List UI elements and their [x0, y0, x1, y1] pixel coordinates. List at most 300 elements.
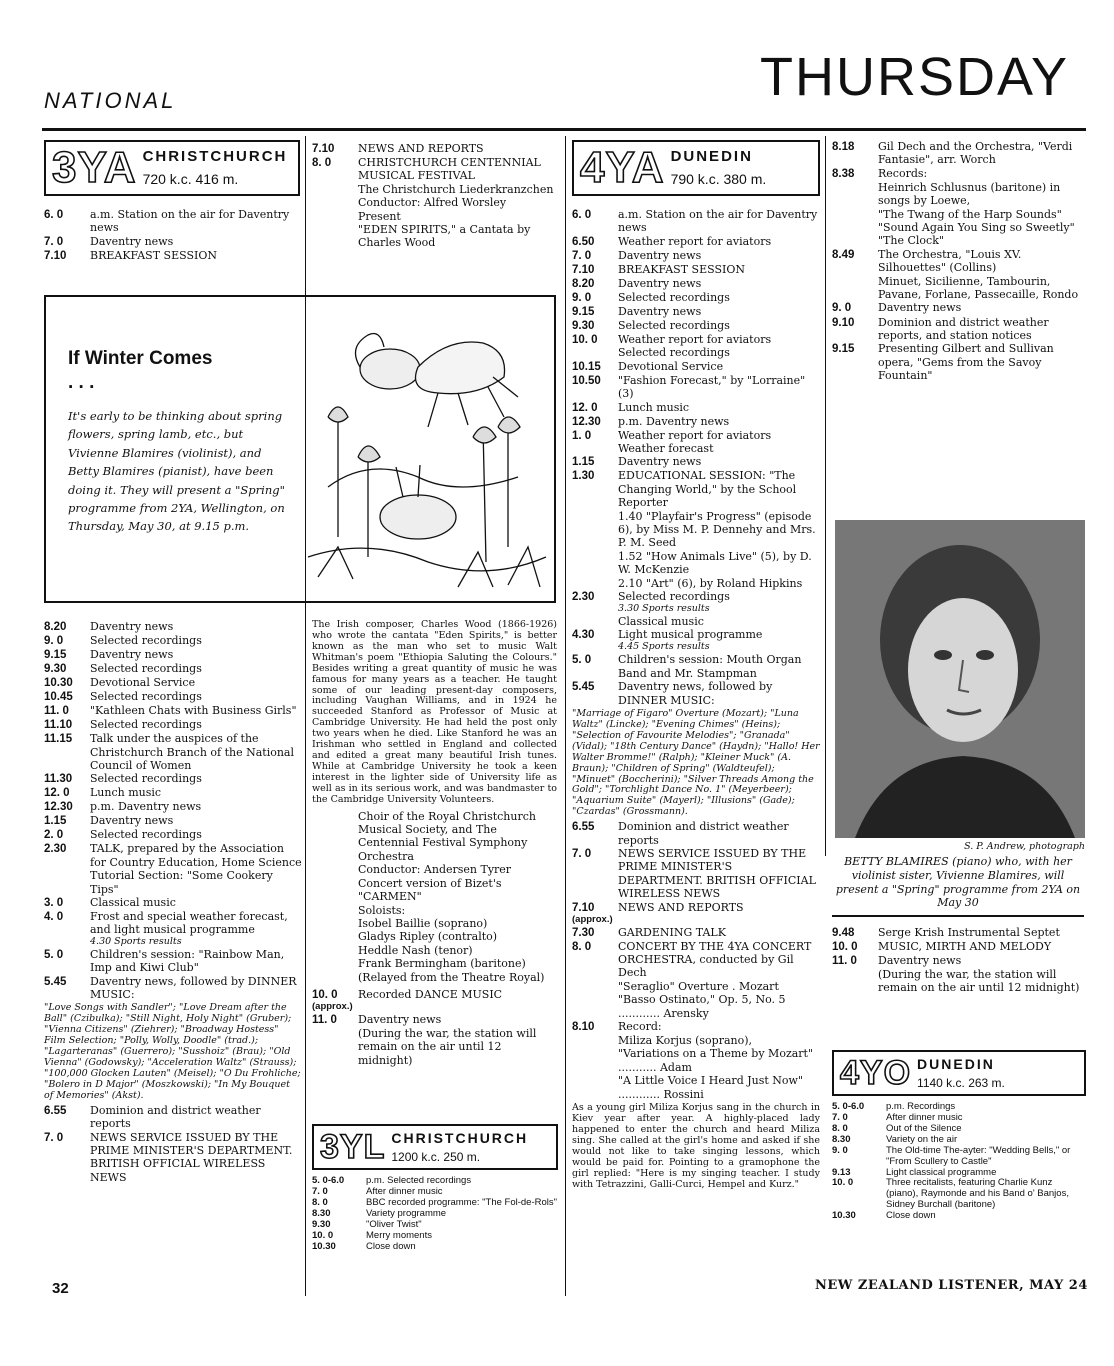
entry-time: 2.30 [44, 843, 67, 856]
dinner-music-list: "Marriage of Figaro" Overture (Mozart); "Luna Waltz" (Lincke); "Evening Chimes" (Heins); "Selection of Favourite Melodies"; "Granada" (Vidal); "18th Century Dance" (Haydn); "Hallo! Her Walter Bromme!" (Ralph); "Kleiner Muck" (A. Braun); "Children of Spring" (Waldteufel); "Minuet" (Boccherini); "Silver Threads Among the Gold"; "Torchlight Dance No. 1" (Meyerbeer); "Aquarium Suite" (Mayerl); "Illusions" (Gade); "Czardas" (Grossmann). [572, 707, 820, 818]
entry-time: 7. 0 [572, 249, 592, 262]
entry-time: 9. 0 [44, 635, 64, 648]
korjus-story: As a young girl Miliza Korjus sang in the church in Kiev year after year. A highly-placed lady happened to enter the church and heard Miliza sing. She called at the girl's home and asked if she would not like to take singing lessons, which would be paid for. Pointing to a gramophone the girl replied: "Here is my singing teacher. I study with Tetrazzini, Galli-Curci, Hempel and Kurz." [572, 1102, 820, 1190]
entry-description: Children's session: "Rainbow Man, Imp and Kiwi Club" [90, 947, 285, 975]
schedule-col4-late [832, 926, 1084, 995]
entry-time: 8.30 [832, 1133, 851, 1145]
schedule-entry [572, 277, 820, 291]
schedule-entry [832, 316, 1084, 343]
entry-time: 1.15 [572, 456, 595, 469]
text-line: "Variations on a Theme by Mozart" ........... Adam [618, 1047, 814, 1074]
schedule-entry [832, 342, 1084, 382]
entry-time: 2.30 [572, 591, 595, 604]
schedule-entry [312, 156, 557, 183]
schedule-entry [572, 235, 820, 249]
schedule-entry [44, 975, 302, 1002]
schedule-col4 [832, 140, 1084, 383]
entry-description: Daventry news, followed by DINNER MUSIC: [90, 974, 297, 1002]
feature-box [44, 295, 556, 603]
schedule-entry [44, 828, 302, 842]
schedule-entry [572, 429, 820, 456]
text-line: "Basso Ostinato," Op. 5, No. 5 ............ Arensky [618, 993, 786, 1020]
entry-time: 12. 0 [44, 787, 70, 800]
schedule-entry [44, 772, 302, 786]
entry-description: NEWS AND REPORTS [618, 900, 744, 914]
station-3ya [44, 140, 300, 263]
entry-time: 6.55 [572, 821, 595, 834]
entry-description: Dominion and district weather reports [90, 1103, 261, 1131]
entry-time: 7.10 [572, 901, 595, 914]
text-line: "The Twang of the Harp Sounds" [878, 207, 1062, 221]
entry-description: Weather report for aviators [618, 234, 772, 248]
schedule-entry [312, 1231, 558, 1242]
entry-time: 7.10 [44, 249, 67, 262]
schedule-list [44, 620, 302, 937]
entry-description: The Orchestra, "Louis XV. Silhouettes" (Collins) [878, 247, 1022, 275]
schedule-entry [312, 1242, 558, 1253]
entry-time: 10. 0 [572, 333, 598, 346]
schedule-entry [44, 732, 302, 772]
entry-description: Lunch music [618, 400, 690, 414]
schedule-entry [832, 1178, 1086, 1211]
schedule-entry [44, 1131, 302, 1185]
entry-description: Selected recordings [618, 290, 730, 304]
entry-time: 9.10 [832, 316, 855, 329]
entry-time: 8.20 [44, 621, 67, 633]
entry-description: "Oliver Twist" [366, 1218, 422, 1230]
entry-description: Serge Krish Instrumental Septet [878, 926, 1060, 939]
station-frequency: 720 k.c. 416 m. [142, 170, 239, 187]
entry-description: Frost and special weather forecast, and light musical programme [90, 910, 288, 937]
station-banner-4yo [832, 1050, 1086, 1096]
entry-time: 9.48 [832, 927, 855, 939]
entry-description: Weather report for aviators Weather forecast [618, 428, 772, 455]
schedule-entry [44, 235, 300, 249]
entry-description: MUSIC, MIRTH AND MELODY [878, 940, 1052, 954]
station-3yl [312, 1124, 558, 1252]
entry-description: Devotional Service [618, 359, 724, 373]
concert-items [572, 980, 820, 1020]
entry-description: Variety programme [366, 1207, 447, 1219]
entry-time: 9.30 [312, 1218, 331, 1230]
text-line: 1.52 "How Animals Live" (5), by D. W. McKenzie [618, 549, 812, 577]
entry-time: 1. 0 [572, 429, 592, 442]
sports-note: 3.30 Sports results [618, 603, 710, 615]
classical-note: Classical music [618, 615, 704, 629]
schedule-list [572, 653, 820, 707]
entry-description: Daventry news [90, 814, 174, 828]
schedule-list [832, 301, 1084, 382]
text-line: Conductor: Alfred Worsley [358, 196, 507, 210]
schedule-entry [572, 940, 820, 980]
schedule-entry [832, 1211, 1086, 1222]
schedule-entry [572, 680, 820, 707]
text-line: Conductor: Andersen Tyrer [358, 863, 512, 877]
sports-note: 4.30 Sports results [90, 935, 182, 947]
entry-time: 4. 0 [44, 911, 64, 924]
entry-time: 8. 0 [572, 940, 592, 953]
schedule-entry [44, 249, 300, 263]
entry-description: a.m. Station on the air for Daventry news [90, 208, 290, 235]
entry-description: TALK, prepared by the Association for Country Education, Home Science Tutorial Section: "Some Cookery Tips" [90, 842, 302, 896]
schedule-entry [312, 1220, 558, 1231]
entry-description: Daventry news [618, 455, 702, 469]
entry-description: Devotional Service [90, 676, 196, 690]
entry-time: 10.15 [572, 360, 601, 373]
text-line: "A Little Voice I Heard Just Now" ............ Rossini [618, 1074, 804, 1101]
entry-time: 1.15 [44, 815, 67, 828]
section-rule [832, 915, 1084, 917]
entry-time: 3. 0 [44, 897, 64, 910]
schedule-entry [44, 948, 302, 975]
text-line: "The Clock" [878, 234, 944, 248]
schedule-list [44, 948, 302, 1002]
entry-time: 6. 0 [44, 209, 64, 221]
schedule-entry [572, 291, 820, 305]
entry-time: 5. 0-6.0 [832, 1101, 865, 1112]
schedule-entry [44, 786, 302, 800]
sports-note: 4.45 Sports results [618, 641, 710, 653]
feature-title: If Winter Comes . . . [68, 348, 213, 393]
station-frequency: 1140 k.c. 263 m. [917, 1076, 1005, 1090]
schedule-list [572, 926, 820, 980]
station-hours-note: (During the war, the station will remain on the air until 12 midnight) [358, 1026, 537, 1067]
entry-time: 10.30 [832, 1210, 856, 1222]
schedule-entry [44, 910, 302, 937]
schedule-list [572, 820, 820, 914]
entry-description: EDUCATIONAL SESSION: "The Changing World," by the School Reporter [618, 469, 797, 510]
entry-time: 5.45 [572, 681, 595, 694]
magazine-footer: NEW ZEALAND LISTENER, MAY 24 [815, 1278, 1088, 1293]
station-city: CHRISTCHURCH [142, 148, 288, 166]
entry-description: Close down [886, 1210, 936, 1222]
entry-description: Merry moments [366, 1229, 432, 1241]
schedule-list [832, 140, 1084, 181]
schedule-entry [44, 842, 302, 896]
schedule-entry [832, 954, 1084, 968]
entry-time: 8.38 [832, 167, 855, 180]
entry-time: 10.50 [572, 374, 601, 387]
entry-time: 8. 0 [832, 1122, 848, 1134]
schedule-entry [832, 248, 1084, 275]
schedule-list [832, 926, 1084, 968]
schedule-entry [572, 653, 820, 680]
entry-description: a.m. Station on the air for Daventry news [618, 208, 818, 235]
text-line: Heddle Nash (tenor) [358, 943, 473, 957]
text-line: "Seraglio" Overture . Mozart [618, 979, 779, 993]
entry-description: Three recitalists, featuring Charlie Kunz (piano), Raymonde and his Band o' Banjos, Sidney Burchall (baritone) [886, 1177, 1069, 1211]
schedule-3ya [44, 620, 302, 1184]
entry-time: 11. 0 [832, 955, 857, 968]
entry-description: Daventry news [878, 954, 962, 968]
schedule-entry [312, 1013, 557, 1027]
text-line: Soloists: [358, 903, 406, 917]
entry-description: Close down [366, 1240, 416, 1252]
entry-time: 11. 0 [44, 705, 69, 718]
entry-description: Selected recordings [618, 318, 730, 332]
schedule-entry [44, 800, 302, 814]
schedule-list [44, 1104, 302, 1184]
schedule-list [312, 988, 557, 1027]
entry-description: Lunch music [90, 786, 162, 800]
entry-description: Daventry news [618, 276, 702, 290]
schedule-col2 [312, 620, 557, 1067]
entry-time: 9.30 [44, 663, 67, 676]
entry-time: 1.30 [572, 470, 595, 483]
entry-description: Light musical programme [618, 628, 763, 642]
schedule-list [572, 1020, 820, 1034]
schedule-entry [44, 208, 300, 235]
entry-description: Daventry news, followed by DINNER MUSIC: [618, 680, 773, 707]
schedule-col2-top [312, 142, 557, 250]
festival-details [312, 183, 557, 250]
entry-time: 8.49 [832, 248, 855, 261]
entry-description: Light classical programme [886, 1166, 997, 1178]
entry-time: 9.13 [832, 1166, 851, 1178]
entry-description: Dominion and district weather reports [618, 820, 789, 847]
station-hours-note: (During the war, the station will remain on the air until 12 midnight) [878, 968, 1080, 995]
entry-time: 7. 0 [44, 1131, 64, 1144]
schedule-entry [312, 1209, 558, 1220]
entry-time: 10. 0 [312, 1229, 334, 1241]
approx-note: (approx.) [572, 913, 613, 925]
entry-time: 11.30 [44, 773, 73, 786]
entry-time: 12. 0 [572, 401, 598, 414]
entry-description: Daventry news [358, 1012, 442, 1026]
approx-note: (approx.) [312, 1000, 353, 1012]
entry-description: Selected recordings [90, 634, 202, 648]
schedule-entry [572, 1020, 820, 1034]
entry-time: 11. 0 [312, 1013, 337, 1026]
entry-time: 10. 0 [832, 941, 858, 954]
entry-description: p.m. Selected recordings [366, 1175, 472, 1186]
entry-description: BREAKFAST SESSION [618, 262, 745, 276]
entry-description: CHRISTCHURCH CENTENNIAL MUSICAL FESTIVAL [358, 156, 541, 183]
minuet-list: Minuet, Sicilienne, Tambourin, Pavane, Forlane, Passecaille, Rondo [878, 274, 1079, 302]
entry-time: 7. 0 [312, 1185, 328, 1197]
station-logo: 4YA [580, 143, 665, 192]
entry-description: Daventry news [878, 301, 962, 315]
entry-description: NEWS AND REPORTS [358, 142, 484, 155]
entry-time: 7. 0 [572, 848, 592, 861]
text-line: Choir of the Royal Christchurch Musical Society, and The Centennial Festival Symphony Orchestra [358, 809, 536, 863]
text-line: "EDEN SPIRITS," a Cantata by Charles Wood [358, 223, 531, 250]
records-items [832, 181, 1084, 248]
entry-time: 9. 0 [572, 291, 592, 304]
entry-time: 6.55 [44, 1104, 67, 1117]
schedule-entry [572, 401, 820, 415]
schedule-entry [572, 249, 820, 263]
entry-time: 7. 0 [832, 1111, 848, 1123]
entry-description: Daventry news [618, 304, 702, 318]
entry-description: "Fashion Forecast," by "Lorraine" (3) [618, 373, 806, 401]
schedule-entry [44, 648, 302, 662]
entry-description: Record: [618, 1020, 662, 1034]
entry-description: Out of the Silence [886, 1122, 962, 1134]
schedule-entry [572, 469, 820, 509]
entry-description: Selected recordings [90, 718, 202, 732]
schedule-entry [832, 1146, 1086, 1168]
schedule-entry [44, 620, 302, 634]
station-city: CHRISTCHURCH [391, 1130, 529, 1146]
entry-time: 10.45 [44, 691, 73, 704]
entry-description: Daventry news [618, 248, 702, 262]
schedule-entry [572, 305, 820, 319]
entry-time: 12.30 [44, 801, 73, 814]
carmen-details [312, 810, 557, 984]
station-frequency: 790 k.c. 380 m. [670, 170, 767, 187]
schedule-entry [832, 301, 1084, 315]
schedule-entry [832, 1124, 1086, 1135]
text-line: Present [358, 209, 401, 223]
schedule-entry [44, 1104, 302, 1131]
feature-body: It's early to be thinking about spring flowers, spring lamb, etc., but Vivienne Blamires (violinist), and Betty Blamires (pianist), have been doing it. They will present a "Spring" programme from 2YA, Wellington, on Thursday, May 30, at 9.15 p.m. [68, 409, 285, 534]
text-line: Isobel Baillie (soprano) [358, 916, 488, 930]
page-number: 32 [52, 1280, 69, 1297]
station-logo: 4YO [840, 1054, 912, 1092]
text-line: Miliza Korjus (soprano), [618, 1034, 753, 1048]
entry-description: Selected recordings [90, 828, 202, 842]
schedule-entry [832, 167, 1084, 181]
section-title: NATIONAL [44, 88, 177, 113]
spring-lamb-illustration [308, 307, 546, 593]
schedule-list [312, 142, 557, 183]
entry-time: 2. 0 [44, 829, 64, 842]
station-banner-4ya [572, 140, 820, 196]
entry-description: After dinner music [886, 1111, 963, 1123]
schedule-entry [572, 374, 820, 401]
entry-time: 9. 0 [832, 1144, 848, 1156]
entry-description: p.m. Recordings [886, 1101, 956, 1112]
entry-time: 7. 0 [44, 235, 64, 248]
entry-description: BBC recorded programme: "The Fol-de-Rols" [366, 1196, 558, 1208]
text-line: Heinrich Schlusnus (baritone) in songs by Loewe, [878, 180, 1061, 208]
schedule-entry [572, 319, 820, 333]
entry-description: Classical music [90, 896, 176, 910]
schedule-entry [572, 628, 820, 642]
entry-time: 7.10 [312, 143, 335, 155]
day-title: THURSDAY [760, 47, 1070, 107]
photo-credit: S. P. Andrew, photograph [964, 841, 1085, 852]
entry-time: 5.45 [44, 975, 67, 988]
entry-time: 10. 0 [832, 1177, 854, 1189]
dinner-music-list: "Love Songs with Sandler"; "Love Dream after the Ball" (Czibulka); "Still Night, Holy Night" (Gruber); "Vienna Citizens" (Ziehrer); "Broadway Hostess" Film Selection; "Polly, Wolly, Doodle" (trad.); "Lagarteranas" (Guerrero); "Susshoiz" (Brau); "Old Vienna" (Godowsky); "Acceleration Waltz" (Strauss); "100,000 Glocken Lauten" (Meisel); "O Du Frohliche; "Bolero in D Major" (Moszkowski); "In My Bouquet of Memories" (Akst). [44, 1002, 301, 1101]
schedule-entry [572, 263, 820, 277]
entry-description: Recorded DANCE MUSIC [358, 987, 503, 1001]
schedule-entry [44, 634, 302, 648]
entry-description: Selected recordings [90, 662, 202, 676]
text-line: 2.10 "Art" (6), by Roland Hipkins [618, 576, 803, 590]
entry-description: Daventry news [90, 620, 174, 633]
entry-description: Children's session: Mouth Organ Band and Mr. Stampman [618, 653, 802, 680]
entry-time: 5. 0-6.0 [312, 1175, 345, 1186]
schedule-entry [44, 896, 302, 910]
station-frequency: 1200 k.c. 250 m. [391, 1150, 481, 1164]
station-banner-3yl [312, 1124, 558, 1170]
schedule-entry [832, 140, 1084, 167]
column-divider [825, 136, 826, 856]
text-line: The Christchurch Liederkranzchen [358, 182, 554, 196]
schedule-list [44, 208, 300, 263]
entry-time: 8. 0 [312, 1196, 328, 1208]
entry-description: Selected recordings [618, 590, 730, 604]
entry-time: 10. 0 [312, 988, 338, 1001]
station-city: DUNEDIN [917, 1056, 995, 1072]
entry-description: p.m. Daventry news [618, 414, 730, 428]
entry-time: 9.15 [832, 343, 855, 356]
text-line: Concert version of Bizet's "CARMEN" [358, 876, 502, 904]
schedule-entry [572, 455, 820, 469]
entry-description: Presenting Gilbert and Sullivan opera, "Gems from the Savoy Fountain" [878, 342, 1054, 383]
schedule-list [572, 628, 820, 642]
entry-description: Gil Dech and the Orchestra, "Verdi Fantasie", arr. Worch [878, 140, 1073, 167]
entry-description: Selected recordings [90, 772, 202, 786]
entry-description: p.m. Daventry news [90, 800, 202, 814]
station-logo: 3YL [320, 1128, 386, 1166]
entry-time: 12.30 [572, 415, 601, 428]
entry-time: 8.20 [572, 277, 595, 290]
entry-time: 8. 0 [312, 157, 332, 170]
charles-wood-note: The Irish composer, Charles Wood (1866-1926) who wrote the cantata "Eden Spirits," is better known as the man who set to music Walt Whitman's poem "Ethiopia Saluting the Colours." Besides writing a great quantity of music he was famous for many years as a teacher. He taught some of our leading present-day composers, including Vaughan Williams, and in 1924 he succeeded Stanford as Professor of Music at Cambridge University. He had held the post only two years when he died. Like Stanford he was an Irishman who settled in England and collected and edited a great many beautiful Irish tunes. While at Cambridge University he took a keen interest in the lighter side of University life as well as in its serious work, and was bandmaster to the Cambridge University Volunteers. [312, 619, 557, 805]
entry-time: 7.30 [572, 926, 595, 939]
text-line: "Sound Again You Sing so Sweetly" [878, 221, 1075, 235]
entry-time: 5. 0 [572, 654, 592, 667]
entry-time: 7.10 [572, 263, 595, 276]
entry-time: 8.18 [832, 141, 855, 153]
station-4yo [832, 1050, 1086, 1222]
schedule-entry [572, 360, 820, 374]
schedule-entry [44, 690, 302, 704]
text-line: Gladys Ripley (contralto) [358, 930, 498, 944]
text-line: 1.40 "Playfair's Progress" (episode 6), by Miss M. P. Dennehy and Mrs. P. M. Seed [618, 509, 816, 550]
schedule-entry [832, 926, 1084, 940]
text-line: Frank Bermingham (baritone) [358, 957, 526, 971]
schedule-entry [44, 814, 302, 828]
schedule-entry [44, 676, 302, 690]
schedule-entry [44, 704, 302, 718]
station-4ya [572, 140, 820, 1190]
educational-items [572, 510, 820, 590]
schedule-list [572, 590, 820, 604]
text-line: (Relayed from the Theatre Royal) [358, 970, 545, 984]
entry-time: 8.30 [312, 1207, 331, 1219]
schedule-entry [572, 208, 820, 235]
entry-description: Variety on the air [886, 1133, 958, 1145]
station-city: DUNEDIN [670, 148, 753, 166]
station-logo: 3YA [52, 143, 137, 192]
entry-time: 6. 0 [572, 209, 592, 221]
station-banner-3ya [44, 140, 300, 196]
entry-description: Weather report for aviators Selected recordings [618, 332, 772, 360]
schedule-entry [44, 718, 302, 732]
schedule-entry [312, 142, 557, 156]
entry-description: "Kathleen Chats with Business Girls" [90, 704, 297, 718]
entry-description: NEWS SERVICE ISSUED BY THE PRIME MINISTER'S DEPARTMENT. BRITISH OFFICIAL WIRELESS NEWS [90, 1130, 293, 1184]
entry-time: 9.30 [572, 319, 595, 332]
schedule-entry [572, 415, 820, 429]
entry-description: Dominion and district weather reports, and station notices [878, 315, 1049, 342]
entry-time: 11.10 [44, 719, 73, 732]
entry-description: BREAKFAST SESSION [90, 248, 217, 262]
schedule-list [832, 1102, 1086, 1222]
entry-description: NEWS SERVICE ISSUED BY THE PRIME MINISTER'S DEPARTMENT. BRITISH OFFICIAL WIRELESS NEWS [618, 847, 816, 901]
entry-description: Records: [878, 166, 928, 180]
schedule-entry [572, 847, 820, 901]
entry-time: 9.15 [572, 305, 595, 318]
schedule-list [572, 208, 820, 510]
entry-description: Selected recordings [90, 690, 202, 704]
column-divider [565, 136, 566, 1296]
